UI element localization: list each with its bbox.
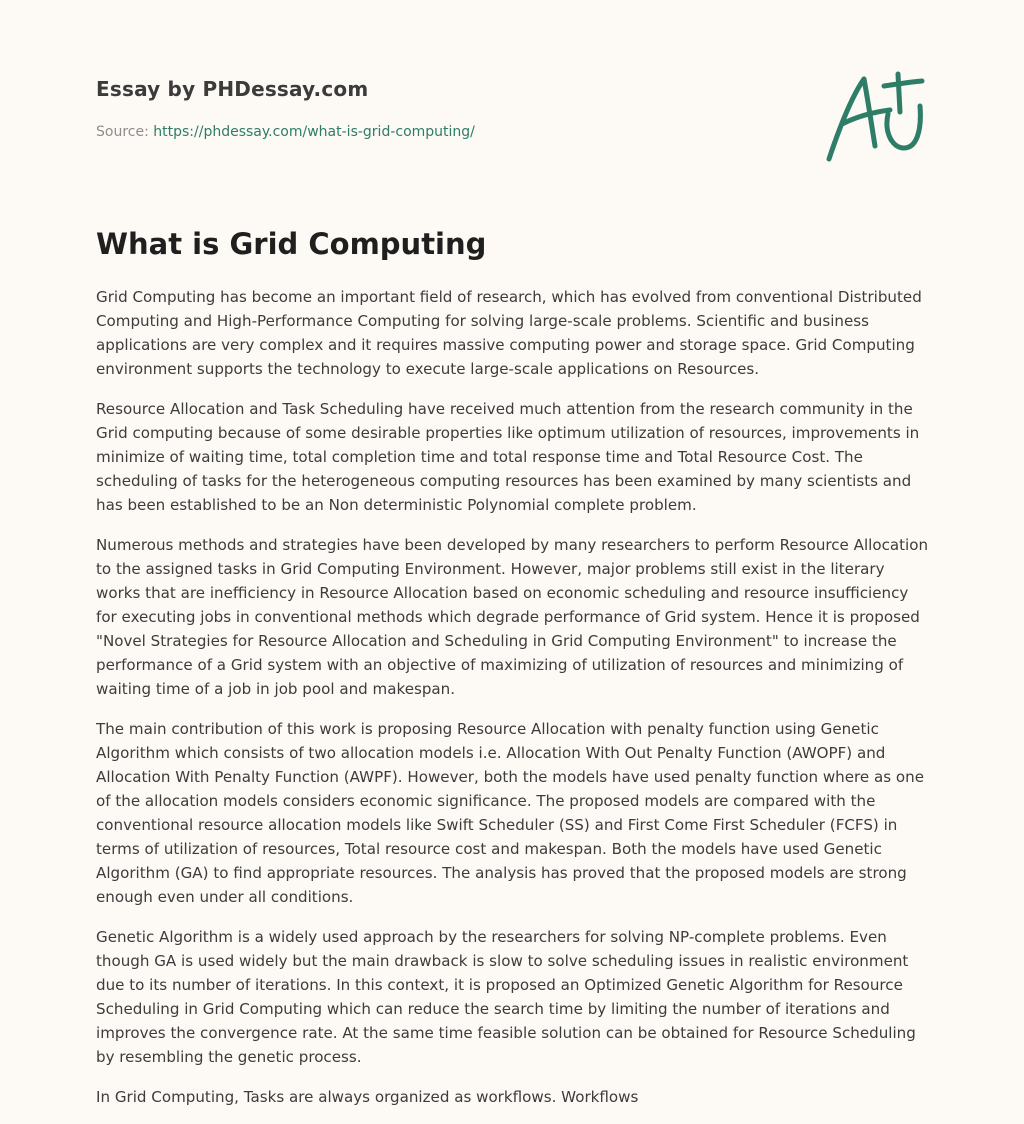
essay-paragraph: In Grid Computing, Tasks are always organized as workflows. Workflows	[96, 1088, 639, 1106]
source-line	[96, 124, 475, 140]
essay-body	[96, 285, 930, 1124]
essay-paragraph: The main contribution of this work is proposing Resource Allocation with penalty function using Genetic Algorithm which consists of two allocation models i.e. Allocation With Out Penalty Function (AWOPF) and Allocation With Penalty Function (AWPF). However, both the models have used penalty function where as one of the allocation models considers economic significance. The proposed models are compared with the conventional resource allocation models like Swift Scheduler (SS) and First Come First Scheduler (FCFS) in terms of utilization of resources, Total resource cost and makespan. Both the models have used Genetic Algorithm (GA) to find appropriate resources. The analysis has proved that the proposed models are strong enough even under all conditions.	[96, 720, 924, 906]
source-link[interactable]: https://phdessay.com/what-is-grid-computing/	[153, 124, 475, 140]
source-label: Source:	[96, 124, 149, 140]
a-plus-grade-icon	[818, 66, 930, 166]
essay-paragraph: Genetic Algorithm is a widely used approach by the researchers for solving NP-complete problems. Even though GA is used widely but the main drawback is slow to solve scheduling issues in realistic environment due to its number of iterations. In this context, it is proposed an Optimized Genetic Algorithm for Resource Scheduling in Grid Computing which can reduce the search time by limiting the number of iterations and improves the convergence rate. At the same time feasible solution can be obtained for Resource Scheduling by resembling the genetic process.	[96, 928, 916, 1066]
site-brand: Essay by PHDessay.com	[96, 77, 369, 101]
essay-paragraph: Resource Allocation and Task Scheduling have received much attention from the research community in the Grid computing because of some desirable properties like optimum utilization of resources, improvements in minimize of waiting time, total completion time and total response time and Total Resource Cost. The scheduling of tasks for the heterogeneous computing resources has been examined by many scientists and has been established to be an Non deterministic Polynomial complete problem.	[96, 400, 920, 514]
essay-paragraph: Grid Computing has become an important field of research, which has evolved from conventional Distributed Computing and High-Performance Computing for solving large-scale problems. Scientific and business applications are very complex and it requires massive computing power and storage space. Grid Computing environment supports the technology to execute large-scale applications on Resources.	[96, 288, 922, 378]
essay-title: What is Grid Computing	[96, 227, 487, 261]
essay-paragraph: Numerous methods and strategies have been developed by many researchers to perform Resource Allocation to the assigned tasks in Grid Computing Environment. However, major problems still exist in the literary works that are inefficiency in Resource Allocation based on economic scheduling and resource insufficiency for executing jobs in conventional methods which degrade performance of Grid system. Hence it is proposed "Novel Strategies for Resource Allocation and Scheduling in Grid Computing Environment" to increase the performance of a Grid system with an objective of maximizing of utilization of resources and minimizing of waiting time of a job in job pool and makespan.	[96, 536, 929, 698]
